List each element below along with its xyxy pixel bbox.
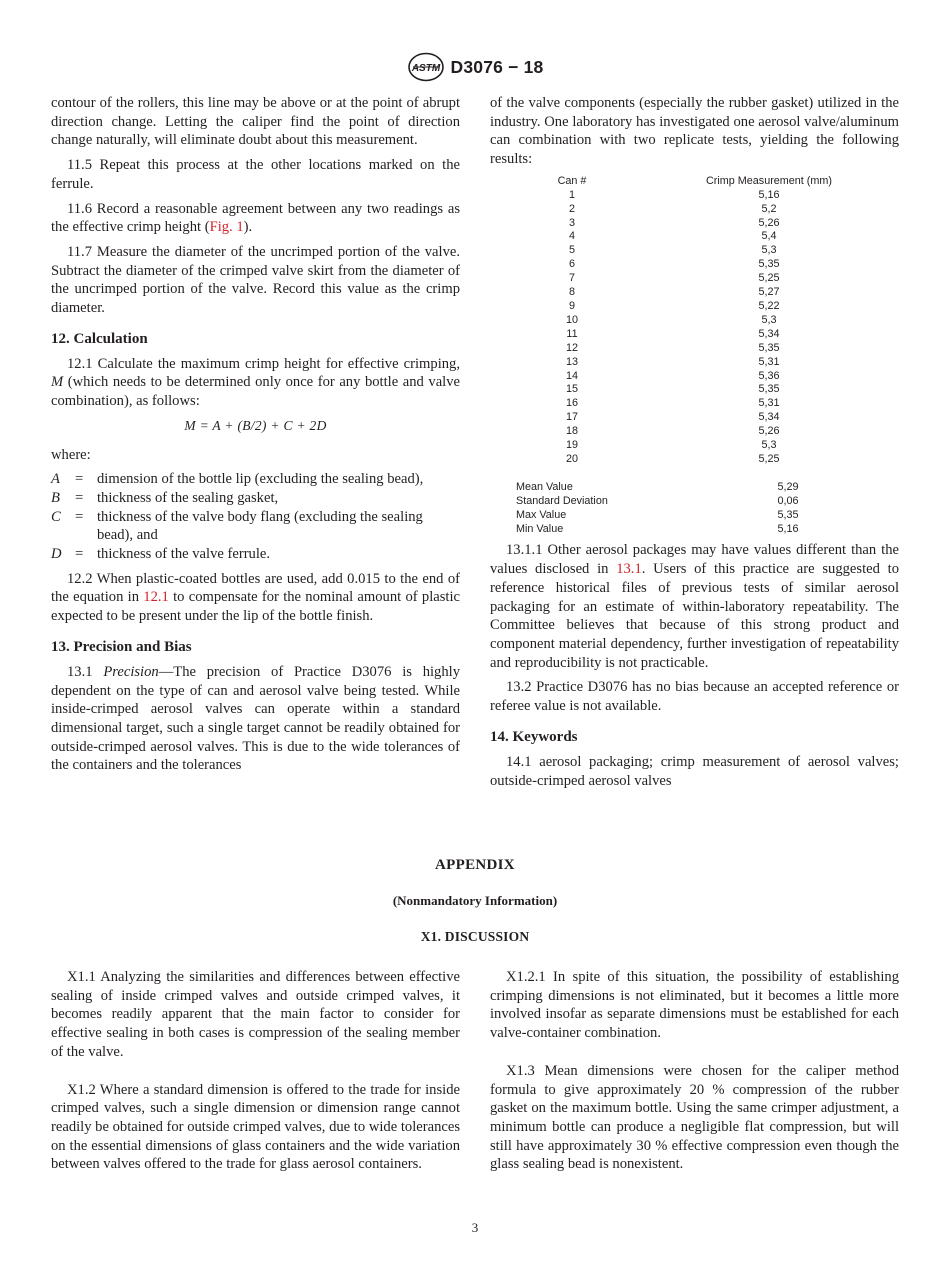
stat-value: 0,06 (777, 494, 799, 507)
paragraph-11-7: 11.7 Measure the diameter of the uncrimped portion of the valve. Subtract the diameter of the crimped valve skirt from the diameter of the uncrimped portion of the valve. Record this value as the crimp diameter. (51, 243, 460, 317)
cell-crimp-value: 5,27 (758, 286, 780, 299)
table-row (490, 203, 899, 217)
paragraph-x1-2-1: X1.2.1 In spite of this situation, the possibility of establishing crimping dimensions is not eliminated, but it becomes a little more involved insofar as separate dimensions must be established for each valve-container combination. (490, 969, 899, 1042)
cell-crimp-value: 5,36 (758, 369, 780, 382)
left-column (51, 94, 460, 781)
cell-crimp-value: 5,25 (758, 452, 780, 465)
appendix-left-column (51, 968, 460, 1193)
stats-row (490, 481, 899, 495)
definition-row: B = thickness of the sealing gasket, (51, 489, 279, 506)
cell-crimp-value: 5,2 (761, 202, 777, 215)
cell-crimp-value: 5,25 (758, 272, 780, 285)
cell-crimp-value: 5,3 (761, 439, 777, 452)
cell-can-number: 16 (565, 397, 578, 410)
paragraph-11-6: 11.6 Record a reasonable agreement between any two readings as the effective crimp height (Fig. 1). (51, 200, 460, 236)
cell-can-number: 3 (568, 216, 575, 229)
table-row (490, 272, 899, 286)
section-13-1-link[interactable]: 13.1 (616, 561, 642, 578)
astm-logo-icon (407, 52, 445, 82)
table-row (490, 328, 899, 342)
table-header (490, 175, 899, 189)
paragraph-13-2: 13.2 Practice D3076 has no bias because an accepted reference or referee value is not available. (490, 679, 899, 715)
table-row (490, 300, 899, 314)
table-row (490, 383, 899, 397)
cell-crimp-value: 5,35 (758, 258, 780, 271)
cell-crimp-value: 5,34 (758, 411, 780, 424)
cell-can-number: 13 (565, 355, 578, 368)
appendix-title: APPENDIX (435, 857, 515, 873)
paragraph-x1-1: X1.1 Analyzing the similarities and differences between effective sealing of inside crimped valves and outside crimped valves, it becomes readily apparent that the main factor to consider for effective sealing in both cases is compression of the sealing member of the valve. (51, 969, 460, 1060)
paragraph-11-5: 11.5 Repeat this process at the other locations marked on the ferrule. (51, 157, 460, 192)
cell-crimp-value: 5,34 (758, 327, 780, 340)
cell-crimp-value: 5,26 (758, 425, 780, 438)
cell-crimp-value: 5,31 (758, 397, 780, 410)
stat-label: Max Value (516, 508, 567, 521)
cell-can-number: 19 (565, 439, 578, 452)
heading-precision-bias: 13. Precision and Bias (51, 638, 192, 655)
document-id: D3076 − 18 (450, 56, 544, 77)
cell-crimp-value: 5,35 (758, 341, 780, 354)
header-crimp: Crimp Measurement (mm) (706, 174, 832, 187)
paragraph-13-1-1: 13.1.1 Other aerosol packages may have values different than the values disclosed in 13.1. Users of this practice are suggested to reference historical files of previous tests of similar aerosol packaging for an estimate of within-laboratory repeatability. The Committee believes that because of this strong product and component material dependency, further investigation of repeatability and reproducibility is not practicable. (490, 542, 900, 671)
table-row (490, 411, 899, 425)
stat-label: Mean Value (516, 480, 573, 493)
cell-can-number: 11 (566, 327, 578, 340)
table-row (490, 342, 899, 356)
astm-logo-text: ASTM (411, 63, 440, 74)
table-row (490, 217, 899, 231)
definition-row: D = thickness of the valve ferrule. (51, 546, 271, 563)
stat-value: 5,16 (777, 522, 799, 535)
table-row (490, 286, 899, 300)
paragraph-14-1: 14.1 aerosol packaging; crimp measurement of aerosol valves; outside-crimped aerosol valves (490, 753, 899, 789)
cell-crimp-value: 5,22 (758, 299, 780, 312)
paragraph-continuation: contour of the rollers, this line may be above or at the point of abrupt direction change. Letting the caliper find the point of direction change naturally, will eliminate doubt about this measurement. (51, 95, 460, 149)
cell-crimp-value: 5,3 (761, 244, 777, 257)
paragraph-13-1: 13.1 Precision—The precision of Practice D3076 is highly dependent on the type of can and aerosol valve being tested. While inside-crimped aerosol valves can operate within a standard dimensional target, such a single target cannot be readily obtained for outside-crimped aerosol valves. This is due to the wide tolerances of the containers and the tolerances (51, 663, 461, 774)
table-row (490, 189, 899, 203)
table-row (490, 258, 899, 272)
stat-label: Standard Deviation (516, 494, 608, 507)
fig-1-link[interactable]: Fig. 1 (209, 219, 244, 236)
cell-crimp-value: 5,26 (758, 216, 780, 229)
cell-can-number: 20 (565, 452, 578, 465)
page-header (0, 52, 950, 82)
stats-row (490, 523, 899, 537)
table-row (490, 244, 899, 258)
cell-can-number: 5 (568, 244, 575, 257)
stat-label: Min Value (516, 522, 564, 535)
cell-crimp-value: 5,3 (761, 313, 777, 326)
page-number: 3 (471, 1220, 479, 1235)
variable-definitions (51, 470, 460, 564)
appendix-section-heading: X1. DISCUSSION (420, 929, 530, 944)
appendix-subtitle: (Nonmandatory Information) (392, 893, 558, 908)
cell-crimp-value: 5,4 (761, 230, 777, 243)
table-row (490, 356, 899, 370)
crimp-height-equation: M = A + (B/2) + C + 2D (184, 417, 327, 433)
stat-value: 5,29 (777, 480, 799, 493)
where-label: where: (51, 446, 91, 463)
crimp-measurement-table (490, 175, 899, 537)
table-row (490, 397, 899, 411)
heading-keywords: 14. Keywords (490, 728, 578, 745)
cell-can-number: 2 (568, 202, 575, 215)
stats-row (490, 509, 899, 523)
paragraph-x1-2: X1.2 Where a standard dimension is offered to the trade for inside crimped valves, such a single dimension or dimension range cannot readily be obtained for outside crimped valves, due to wide tolerances on the essential dimensions of glass containers and the wide variation between valves offered to the trade for glass aerosol containers. (51, 1081, 460, 1173)
appendix-right-column (490, 968, 899, 1193)
cell-can-number: 18 (565, 425, 578, 438)
header-can: Can # (557, 174, 587, 187)
right-column (490, 94, 899, 796)
paragraph-x1-3: X1.3 Mean dimensions were chosen for the caliper method formula to give approximately 20 % compression of the rubber gasket on the maximum bottle. Using the same crimper adjustment, a minimum bottle can produce a negligible flat compression, but will still have approximately 30 % effective compression even though the glass sealing bead is nonexistent. (490, 1062, 899, 1173)
table-row (490, 439, 899, 453)
cell-crimp-value: 5,35 (758, 383, 780, 396)
paragraph-12-2: 12.2 When plastic-coated bottles are used, add 0.015 to the end of the equation in 12.1 to compensate for the nominal amount of plastic expected to be present under the lip of the bottle finish. (51, 570, 460, 625)
cell-crimp-value: 5,31 (758, 355, 780, 368)
stats-row (490, 495, 899, 509)
cell-can-number: 14 (565, 369, 578, 382)
heading-calculation: 12. Calculation (51, 330, 148, 347)
paragraph-12-1: 12.1 Calculate the maximum crimp height for effective crimping, M (which needs to be determined only once for any bottle and valve combination), as follows: (51, 355, 460, 410)
table-row (490, 453, 899, 467)
stat-value: 5,35 (777, 508, 799, 521)
table-row (490, 370, 899, 384)
table-row (490, 314, 899, 328)
cell-can-number: 17 (565, 411, 578, 424)
cell-can-number: 10 (565, 313, 578, 326)
cell-can-number: 6 (568, 258, 575, 271)
cell-can-number: 12 (565, 341, 578, 354)
cell-can-number: 15 (565, 383, 578, 396)
cell-can-number: 9 (568, 299, 575, 312)
cell-can-number: 1 (568, 188, 575, 201)
cell-can-number: 4 (568, 230, 575, 243)
cell-can-number: 7 (568, 272, 575, 285)
table-row (490, 230, 899, 244)
table-row (490, 425, 899, 439)
section-12-1-link[interactable]: 12.1 (143, 589, 169, 606)
cell-crimp-value: 5,16 (758, 188, 780, 201)
paragraph-continuation-right: of the valve components (especially the rubber gasket) utilized in the industry. One laboratory has investigated one aerosol valve/aluminum can combination with two replicate tests, yielding the following results: (490, 95, 899, 168)
definition-row: A = dimension of the bottle lip (excluding the sealing bead), (51, 471, 424, 488)
definition-row: C = thickness of the valve body flang (excluding the sealing bead), and (51, 508, 423, 544)
cell-can-number: 8 (568, 286, 575, 299)
